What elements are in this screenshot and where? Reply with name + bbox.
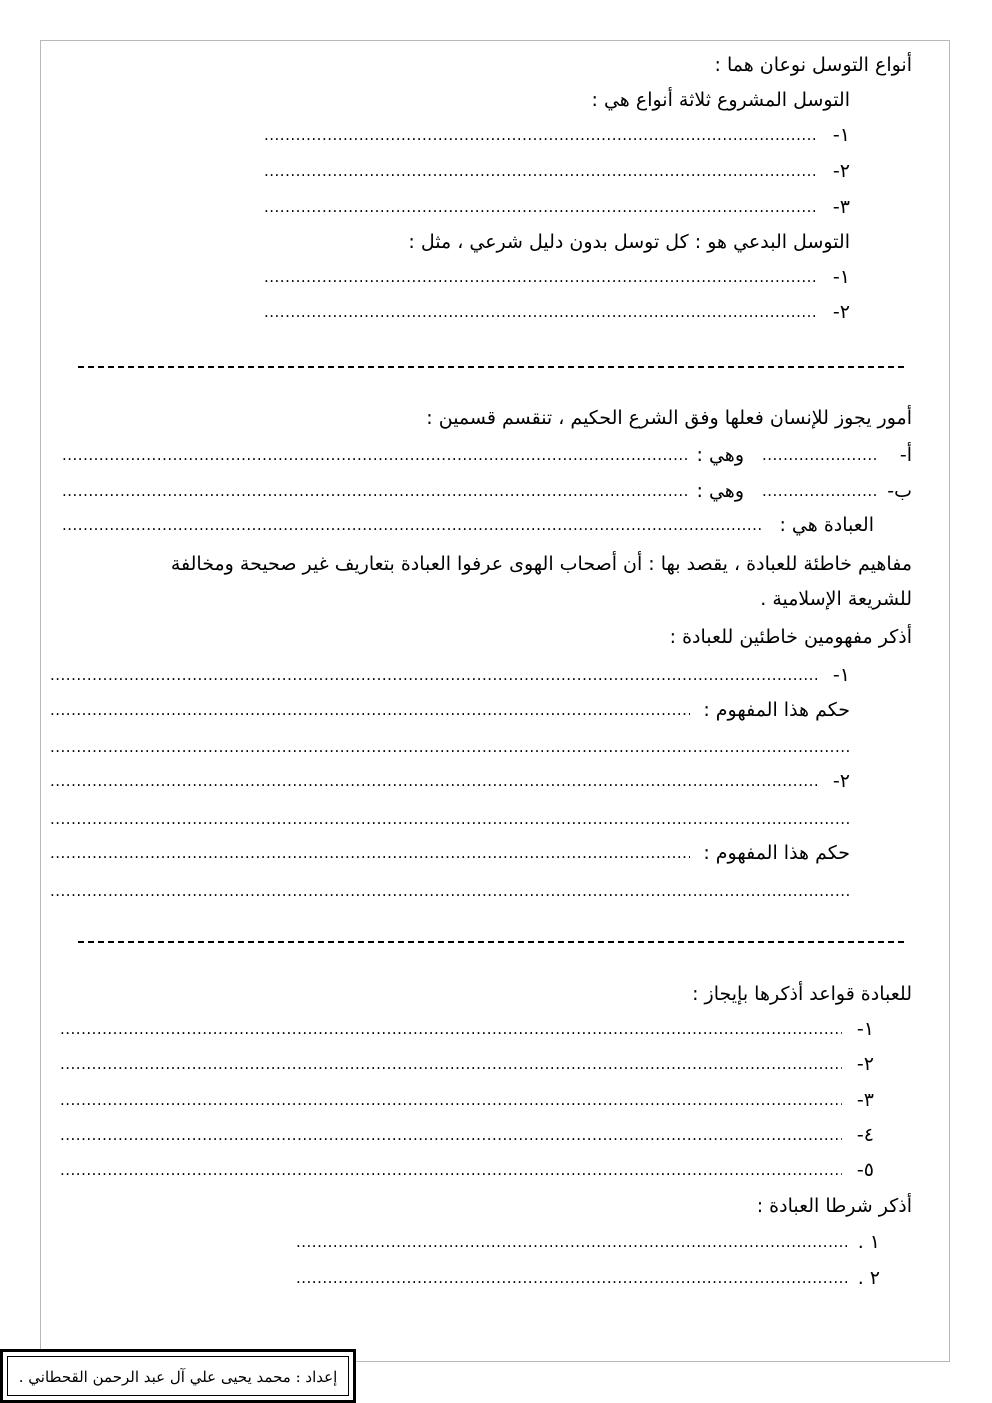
answer-line[interactable] (62, 478, 688, 504)
bidah-tawassul-heading: - التوسل البدعي هو : كل توسل بدون دليل شرعي ، مثل : (408, 229, 850, 255)
legit-item-1-label: ١- (832, 124, 850, 146)
item-a-label: أ- (899, 444, 912, 466)
answer-line[interactable] (50, 662, 818, 688)
condition-2-label: ٢ . (857, 1267, 880, 1289)
item-a-text: وهي : (696, 444, 744, 466)
condition-1-label: ١ . (857, 1231, 880, 1253)
answer-line[interactable] (50, 697, 690, 723)
answer-line[interactable] (762, 478, 876, 504)
answer-line[interactable] (60, 1157, 842, 1183)
answer-line[interactable] (50, 768, 818, 794)
legit-item-2-label: ٢- (832, 160, 850, 182)
permissible-matters-heading: أمور يجوز للإنسان فعلها وفق الشرع الحكيم ، تنقسم قسمين : (426, 407, 912, 429)
wrong-concepts-definition-line2: للشريعة الإسلامية . (760, 588, 912, 610)
legit-item-3-label: ٣- (832, 196, 850, 218)
item-b-text: وهي : (696, 480, 744, 502)
rule-4-label: ٤- (856, 1124, 874, 1146)
answer-line[interactable] (60, 1051, 842, 1077)
answer-line[interactable] (60, 1087, 842, 1113)
ruling-1-label: - حكم هذا المفهوم : (703, 697, 850, 723)
answer-line[interactable] (62, 442, 688, 468)
wrong-concepts-definition-line1: مفاهيم خاطئة للعبادة ، يقصد بها : أن أصحاب الهوى عرفوا العبادة بتعاريف غير صحيحة ومخالفة (170, 553, 912, 575)
concept-2-label: ٢- (832, 770, 850, 792)
answer-line[interactable] (264, 299, 818, 325)
answer-line[interactable] (264, 158, 818, 184)
tawassul-types-heading: أنواع التوسل نوعان هما : (714, 54, 912, 76)
answer-line[interactable] (762, 442, 876, 468)
worship-definition-label: العبادة هي : (779, 514, 874, 536)
author-credit: إعداد : محمد يحيى علي آل عبد الرحمن القحطاني . (7, 1356, 349, 1396)
answer-line[interactable] (50, 878, 850, 904)
bidah-item-2-label: ٢- (832, 301, 850, 323)
answer-line[interactable] (60, 1122, 842, 1148)
answer-line[interactable] (50, 840, 690, 866)
rule-2-label: ٢- (856, 1053, 874, 1075)
answer-line[interactable] (264, 122, 818, 148)
bidah-item-1-label: ١- (832, 266, 850, 288)
section-separator (78, 941, 904, 943)
rule-3-label: ٣- (856, 1089, 874, 1111)
worship-conditions-heading: أذكر شرطا العبادة : (756, 1195, 912, 1217)
answer-line[interactable] (50, 734, 850, 760)
answer-line[interactable] (296, 1265, 850, 1291)
two-wrong-concepts-heading: أذكر مفهومين خاطئين للعبادة : (669, 626, 912, 648)
rule-1-label: ١- (856, 1018, 874, 1040)
answer-line[interactable] (50, 806, 850, 832)
answer-line[interactable] (296, 1229, 850, 1255)
section-separator (78, 366, 904, 368)
concept-1-label: ١- (832, 664, 850, 686)
rule-5-label: ٥- (856, 1159, 874, 1181)
legit-tawassul-heading: - التوسل المشروع ثلاثة أنواع هي : (592, 87, 850, 113)
answer-line[interactable] (264, 194, 818, 220)
author-credit-box (0, 1349, 356, 1403)
item-b-label: ب- (887, 480, 912, 502)
worship-rules-heading: للعبادة قواعد أذكرها بإيجاز : (692, 983, 912, 1005)
answer-line[interactable] (264, 264, 818, 290)
answer-line[interactable] (62, 512, 764, 538)
answer-line[interactable] (60, 1016, 842, 1042)
ruling-2-label: - حكم هذا المفهوم : (703, 840, 850, 866)
